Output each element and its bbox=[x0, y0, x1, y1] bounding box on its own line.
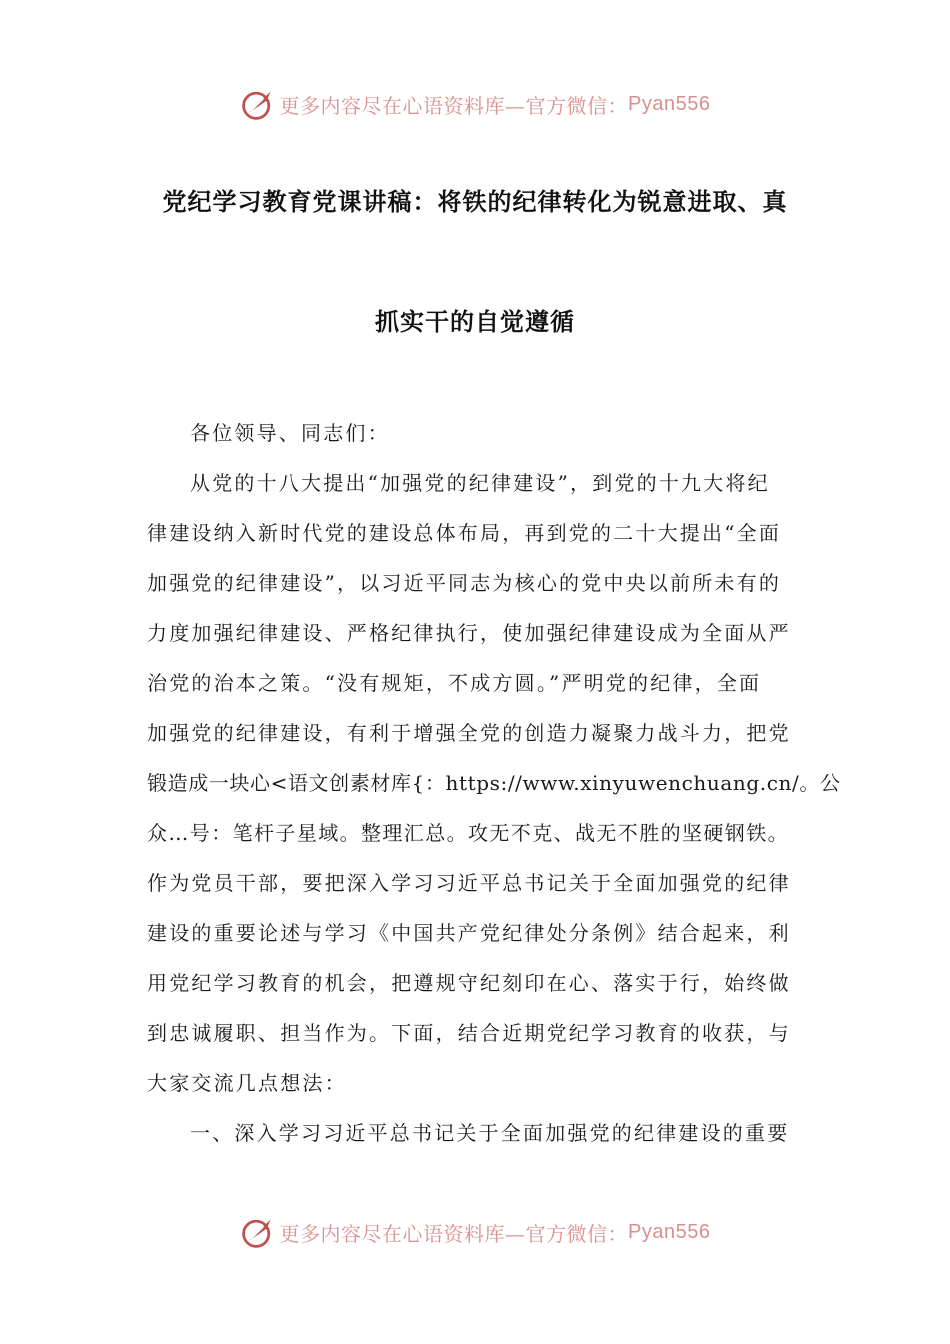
paragraph-line: 治党的治本之策。“没有规矩，不成方圆。”严明党的纪律，全面 bbox=[147, 671, 762, 695]
watermark-wechat-id: Pyan556 bbox=[628, 92, 711, 115]
paragraph-line: 加强党的纪律建设，有利于增强全党的创造力凝聚力战斗力，把党 bbox=[147, 721, 791, 745]
paragraph-line: 大家交流几点想法： bbox=[147, 1071, 347, 1095]
document-title-line-2: 抓实干的自觉遵循 bbox=[375, 307, 575, 336]
paragraph-line: 众…号：笔杆子星域。整理汇总。攻无不克、战无不胜的坚硬钢铁。 bbox=[147, 821, 789, 845]
quill-logo-icon bbox=[240, 1214, 276, 1250]
watermark-banner-top bbox=[0, 84, 950, 124]
watermark-text: 更多内容尽在心语资料库—官方微信： bbox=[279, 93, 629, 118]
paragraph-line: 到忠诚履职、担当作为。下面，结合近期党纪学习教育的收获，与 bbox=[147, 1021, 791, 1045]
paragraph-line: 力度加强纪律建设、严格纪律执行，使加强纪律建设成为全面从严 bbox=[147, 621, 791, 645]
watermark-banner-bottom bbox=[0, 1212, 950, 1252]
quill-logo-icon bbox=[240, 86, 276, 122]
section-heading-1: 一、深入学习习近平总书记关于全面加强党的纪律建设的重要 bbox=[190, 1121, 790, 1145]
watermark-text: 更多内容尽在心语资料库—官方微信： bbox=[279, 1221, 629, 1246]
paragraph-line: 建设的重要论述与学习《中国共产党纪律处分条例》结合起来，利 bbox=[147, 921, 791, 945]
document-title-line-1: 党纪学习教育党课讲稿：将铁的纪律转化为锐意进取、真 bbox=[162, 187, 788, 216]
greeting: 各位领导、同志们： bbox=[190, 421, 390, 445]
paragraph-line: 锻造成一块心<语文创素材库{：https://www.xinyuwenchuang.cn/。公 bbox=[147, 771, 841, 795]
watermark-wechat-id: Pyan556 bbox=[628, 1220, 711, 1243]
paragraph-line: 加强党的纪律建设”，以习近平同志为核心的党中央以前所未有的 bbox=[147, 571, 782, 595]
paragraph-line: 作为党员干部，要把深入学习习近平总书记关于全面加强党的纪律 bbox=[147, 871, 791, 895]
paragraph-line: 从党的十八大提出“加强党的纪律建设”，到党的十九大将纪 bbox=[190, 471, 770, 495]
paragraph-line: 律建设纳入新时代党的建设总体布局，再到党的二十大提出“全面 bbox=[147, 521, 782, 545]
paragraph-line: 用党纪学习教育的机会，把遵规守纪刻印在心、落实于行，始终做 bbox=[147, 971, 791, 995]
